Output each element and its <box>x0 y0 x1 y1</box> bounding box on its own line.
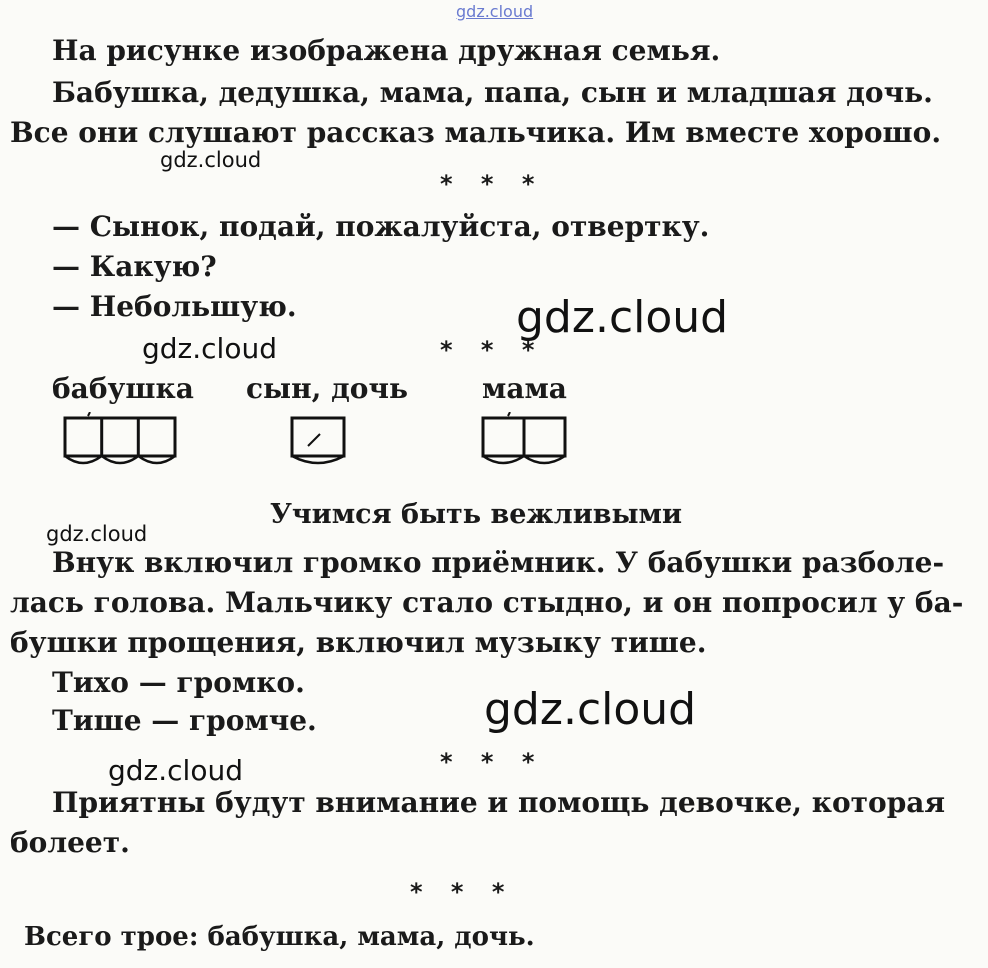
text-line: На рисунке изображена дружная семья. <box>52 34 721 67</box>
story-line: бушки прощения, включил музыку тише. <box>10 626 707 659</box>
separator-stars: * * * <box>440 336 545 364</box>
section-heading: Учимся быть вежливыми <box>270 499 683 530</box>
text-line: Бабушка, дедушка, мама, папа, сын и младшая дочь. <box>52 76 933 109</box>
watermark: gdz.cloud <box>46 522 148 546</box>
dialog-line: — Небольшую. <box>52 290 297 323</box>
watermark: gdz.cloud <box>108 754 243 787</box>
separator-stars: * * * <box>440 748 545 776</box>
dialog-line: — Какую? <box>52 250 217 283</box>
final-line: Всего трое: бабушка, мама, дочь. <box>24 922 535 952</box>
scheme-label-grandmother: бабушка <box>52 372 194 405</box>
story-line: Внук включил громко приёмник. У бабушки разболе- <box>52 546 945 579</box>
story-line: Тише — громче. <box>52 704 317 737</box>
separator-stars: * * * <box>440 170 545 198</box>
word-scheme-one-syllable <box>286 412 350 470</box>
watermark: gdz.cloud <box>142 332 277 365</box>
care-line: болеет. <box>10 826 130 859</box>
separator-stars: * * * <box>410 878 515 906</box>
scheme-label-son-daughter: сын, дочь <box>246 372 408 405</box>
watermark: gdz.cloud <box>160 148 262 172</box>
text-line: Все они слушают рассказ мальчика. Им вместе хорошо. <box>10 116 942 149</box>
watermark-top: gdz.cloud <box>456 2 534 21</box>
word-scheme-three-syllables <box>60 412 180 470</box>
word-scheme-two-syllables <box>478 412 570 470</box>
dialog-line: — Сынок, подай, пожалуйста, отвертку. <box>52 210 710 243</box>
watermark: gdz.cloud <box>516 292 729 343</box>
story-line: лась голова. Мальчику стало стыдно, и он попросил у ба- <box>10 586 964 619</box>
watermark: gdz.cloud <box>484 684 697 735</box>
scheme-label-mother: мама <box>482 372 567 405</box>
story-line: Тихо — громко. <box>52 666 305 699</box>
care-line: Приятны будут внимание и помощь девочке, которая <box>52 786 946 819</box>
